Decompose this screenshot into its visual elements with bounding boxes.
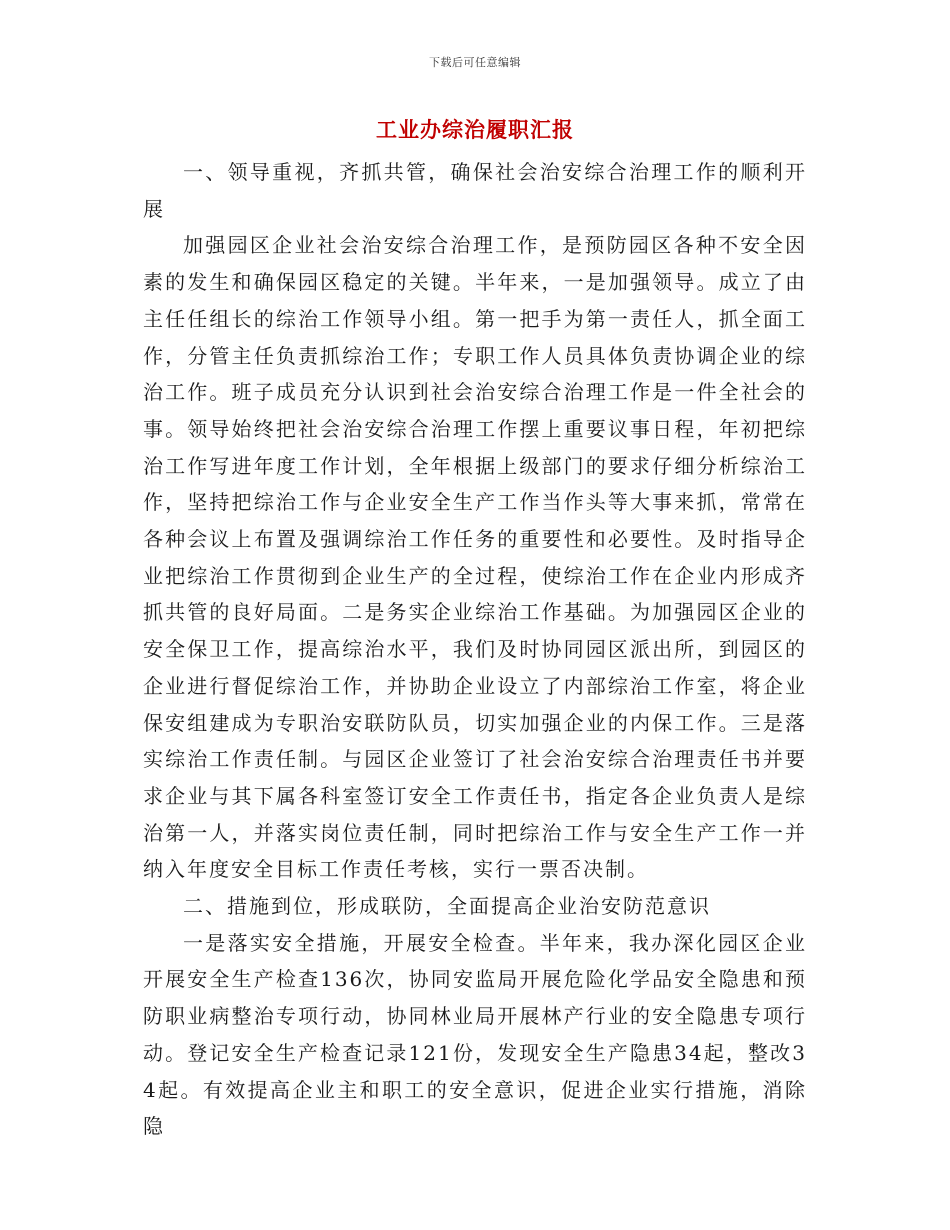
section-heading-1: 一、领导重视，齐抓共管，确保社会治安综合治理工作的顺利开展 — [143, 160, 807, 221]
header-note: 下载后可任意编辑 — [429, 56, 521, 69]
section-heading-2: 二、措施到位，形成联防，全面提高企业治安防范意识 — [183, 894, 711, 919]
body-paragraph-1: 加强园区企业社会治安综合治理工作，是预防园区各种不安全因素的发生和确保园区稳定的关键。半年来，一是加强领导。成立了由主任任组长的综治工作领导小组。第一把手为第一责任人，抓全面工作，分管主任负责抓综治工作；专职工作人员具体负责协调企业的综治工作。班子成员充分认识到社会治安综合治理工作是一件全社会的事。领导始终把社会治安综合治理工作摆上重要议事日程，年初把综治工作写进年度工作计划，全年根据上级部门的要求仔细分析综治工作，坚持把综治工作与企业安全生产工作当作头等大事来抓，常常在各种会议上布置及强调综治工作任务的重要性和必要性。及时指导企业把综治工作贯彻到企业生产的全过程，使综治工作在企业内形成齐抓共管的良好局面。二是务实企业综治工作基础。为加强园区企业的安全保卫工作，提高综治水平，我们及时协同园区派出所，到园区的企业进行督促综治工作，并协助企业设立了内部综治工作室，将企业保安组建成为专职治安联防队员，切实加强企业的内保工作。三是落实综治工作责任制。与园区企业签订了社会治安综合治理责任书并要求企业与其下属各科室签订安全工作责任书，指定各企业负责人是综治第一人，并落实岗位责任制，同时把综治工作与安全生产工作一并纳入年度安全目标工作责任考核，实行一票否决制。 — [143, 233, 807, 882]
document-body — [143, 154, 807, 1145]
body-paragraph-2: 一是落实安全措施，开展安全检查。半年来，我办深化园区企业开展安全生产检查136次，协同安监局开展危险化学品安全隐患和预防职业病整治专项行动，协同林业局开展林产行业的安全隐患专项行动。登记安全生产检查记录121份，发现安全生产隐患34起，整改34起。有效提高企业主和职工的安全意识，促进企业实行措施，消除隐 — [143, 930, 807, 1139]
document-title: 工业办综治履职汇报 — [376, 118, 574, 142]
